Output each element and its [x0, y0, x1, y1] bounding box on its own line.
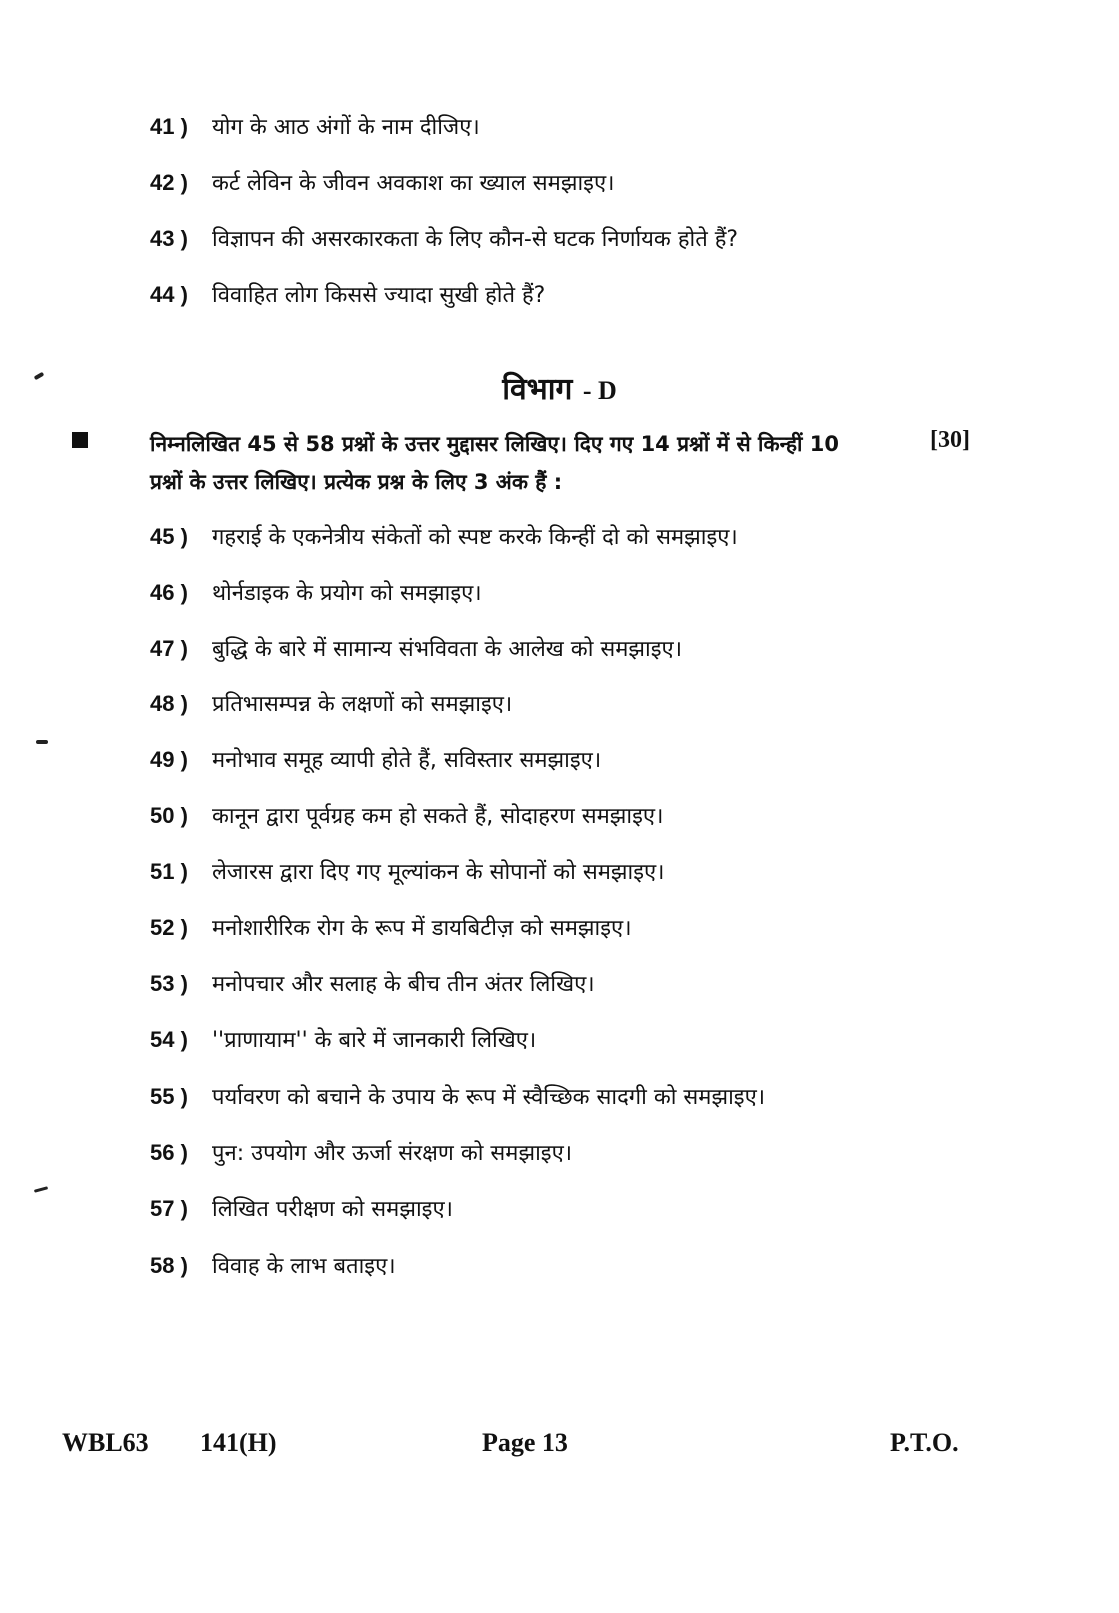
- question-number: 58 ): [150, 1253, 188, 1278]
- question-49: [150, 745, 601, 776]
- question-text: मनोशारीरिक रोग के रूप में डायबिटीज़ को समझाइए।: [212, 916, 632, 941]
- question-43: [150, 224, 738, 255]
- question-47: [150, 634, 682, 665]
- question-41: [150, 112, 480, 143]
- section-marks: [30]: [930, 427, 970, 453]
- question-number: 46 ): [150, 580, 188, 605]
- question-57: [150, 1194, 453, 1225]
- question-text: पर्यावरण को बचाने के उपाय के रूप में स्वैच्छिक सादगी को समझाइए।: [212, 1085, 766, 1110]
- question-number: 43 ): [150, 226, 188, 251]
- question-number: 48 ): [150, 691, 188, 716]
- footer-pto: P.T.O.: [890, 1428, 959, 1457]
- section-instruction: निम्नलिखित 45 से 58 प्रश्नों के उत्तर मुद्दासर लिखिए। दिए गए 14 प्रश्नों में से किन्हीं 10 प्रश्नों के उत्तर लिखिए। प्रत्येक प्रश्न के लिए 3 अंक हैं :: [150, 432, 840, 494]
- question-number: 52 ): [150, 915, 188, 940]
- scan-speck: [34, 1186, 48, 1193]
- question-number: 45 ): [150, 524, 188, 549]
- question-51: [150, 857, 665, 888]
- square-bullet-icon: [72, 432, 88, 448]
- question-50: [150, 801, 663, 832]
- section-title: विभाग: [502, 372, 573, 407]
- question-number: 57 ): [150, 1196, 188, 1221]
- scan-speck: [36, 740, 48, 744]
- question-number: 54 ): [150, 1027, 188, 1052]
- question-53: [150, 969, 595, 1000]
- question-number: 41 ): [150, 114, 188, 139]
- question-56: [150, 1138, 572, 1169]
- question-number: 53 ): [150, 971, 188, 996]
- question-number: 55 ): [150, 1084, 188, 1109]
- question-text: मनोपचार और सलाह के बीच तीन अंतर लिखिए।: [212, 972, 595, 997]
- question-text: विवाहित लोग किससे ज्यादा सुखी होते हैं?: [212, 283, 546, 308]
- question-45: [150, 522, 738, 553]
- question-number: 50 ): [150, 803, 188, 828]
- footer-code: WBL63: [62, 1428, 149, 1457]
- question-text: मनोभाव समूह व्यापी होते हैं, सविस्तार समझाइए।: [212, 748, 602, 773]
- question-44: [150, 280, 545, 311]
- section-letter: - D: [582, 376, 617, 405]
- question-text: ''प्राणायाम'' के बारे में जानकारी लिखिए।: [212, 1028, 537, 1053]
- question-number: 44 ): [150, 282, 188, 307]
- question-text: कानून द्वारा पूर्वग्रह कम हो सकते हैं, सोदाहरण समझाइए।: [212, 804, 664, 829]
- footer-paper: 141(H): [200, 1428, 277, 1457]
- question-55: [150, 1082, 765, 1113]
- question-text: योग के आठ अंगों के नाम दीजिए।: [212, 115, 480, 140]
- question-number: 51 ): [150, 859, 188, 884]
- question-48: [150, 689, 512, 720]
- question-54: [150, 1025, 536, 1056]
- question-text: गहराई के एकनेत्रीय संकेतों को स्पष्ट करके किन्हीं दो को समझाइए।: [212, 525, 738, 550]
- question-text: पुन: उपयोग और ऊर्जा संरक्षण को समझाइए।: [212, 1141, 573, 1166]
- question-text: कर्ट लेविन के जीवन अवकाश का ख्याल समझाइए।: [212, 171, 615, 196]
- question-number: 42 ): [150, 170, 188, 195]
- question-text: विज्ञापन की असरकारकता के लिए कौन-से घटक निर्णायक होते हैं?: [212, 227, 739, 252]
- question-number: 49 ): [150, 747, 188, 772]
- question-text: लिखित परीक्षण को समझाइए।: [212, 1197, 453, 1222]
- question-text: लेजारस द्वारा दिए गए मूल्यांकन के सोपानों को समझाइए।: [212, 860, 665, 885]
- question-text: प्रतिभासम्पन्न के लक्षणों को समझाइए।: [212, 692, 513, 717]
- question-text: थोर्नडाइक के प्रयोग को समझाइए।: [212, 581, 482, 606]
- question-text: विवाह के लाभ बताइए।: [212, 1254, 396, 1279]
- question-number: 47 ): [150, 636, 188, 661]
- section-heading: [0, 372, 1119, 409]
- question-52: [150, 913, 632, 944]
- question-58: [150, 1251, 396, 1282]
- question-text: बुद्धि के बारे में सामान्य संभविवता के आलेख को समझाइए।: [212, 637, 683, 662]
- footer-page: Page 13: [482, 1428, 568, 1457]
- question-42: [150, 168, 614, 199]
- question-46: [150, 578, 482, 609]
- question-number: 56 ): [150, 1140, 188, 1165]
